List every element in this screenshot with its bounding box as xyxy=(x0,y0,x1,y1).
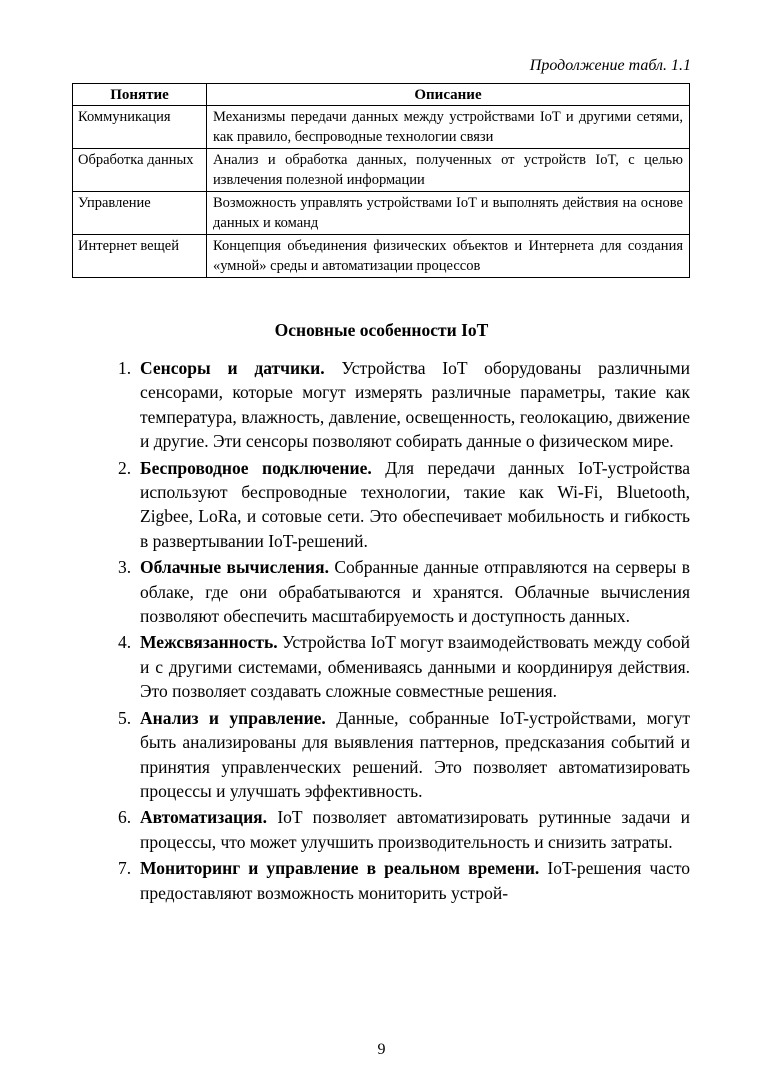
list-item xyxy=(118,356,690,454)
list-item xyxy=(118,456,690,554)
term-cell: Управление xyxy=(73,192,207,235)
table-row xyxy=(73,106,690,149)
column-header-term: Понятие xyxy=(73,84,207,106)
column-header-description: Описание xyxy=(207,84,690,106)
item-text: Устройства IoT оборудованы различными сенсорами, которые могут измерять различные параметры, такие как температура, влажность, давление, освещенность, геолокацию, движение и другие. Эти сенсоры позволяют собирать данные о физическом мире. xyxy=(140,358,690,452)
item-number: 5. xyxy=(118,707,132,728)
table-continuation-label: Продолжение табл. 1.1 xyxy=(529,57,691,74)
list-item xyxy=(118,805,690,854)
item-title: Мониторинг и управление в реальном времени. xyxy=(140,858,540,879)
item-title: Облачные вычисления. xyxy=(140,557,329,578)
item-text: Для передачи данных IoT-устройства используют беспроводные технологии, такие как Wi-Fi, Bluetooth, Zigbee, LoRa, и сотовые сети. Это обеспечивает мобильность и гибкость в развертывании IoT-решений. xyxy=(140,457,690,551)
description-cell: Возможность управлять устройствами IoT и выполнять действия на основе данных и команд xyxy=(207,192,690,235)
item-number: 2. xyxy=(118,457,132,478)
table-row xyxy=(73,192,690,235)
page-number: 9 xyxy=(377,1041,386,1058)
item-number: 4. xyxy=(118,632,132,653)
definitions-table xyxy=(72,83,690,278)
description-cell: Концепция объединения физических объектов и Интернета для создания «умной» среды и автоматизации процессов xyxy=(207,235,690,278)
table-header-row xyxy=(73,84,690,106)
item-text: IoT позволяет автоматизировать рутинные задачи и процессы, что может улучшить производительность и снизить затраты. xyxy=(140,807,690,852)
section-title: Основные особенности IoT xyxy=(274,320,489,340)
list-item xyxy=(118,706,690,804)
description-cell: Механизмы передачи данных между устройствами IoT и другими сетями, как правило, беспроводные технологии связи xyxy=(207,106,690,149)
list-item xyxy=(118,555,691,628)
item-text: Собранные данные отправляются на серверы в облаке, где они обрабатываются и хранятся. Облачные вычисления позволяют обеспечить масштабируемость и доступность данных. xyxy=(140,557,691,627)
item-number: 6. xyxy=(118,807,132,828)
features-list xyxy=(118,356,691,907)
term-cell: Интернет вещей xyxy=(73,235,207,278)
item-title: Автоматизация. xyxy=(140,807,268,828)
term-cell: Обработка данных xyxy=(73,149,207,192)
item-text: Данные, собранные IoT-устройствами, могут быть анализированы для выявления паттернов, предсказания событий и принятия управленческих решений. Это позволяет автоматизировать процессы и улучшать эффективность. xyxy=(140,707,690,801)
list-item xyxy=(118,856,691,905)
item-number: 7. xyxy=(118,858,132,879)
item-title: Беспроводное подключение. xyxy=(140,457,372,478)
item-number: 3. xyxy=(118,557,132,578)
table-row xyxy=(73,149,690,192)
list-item xyxy=(118,630,690,703)
item-title: Межсвязанность. xyxy=(140,632,278,653)
term-cell: Коммуникация xyxy=(73,106,207,149)
table-row xyxy=(73,235,690,278)
description-cell: Анализ и обработка данных, полученных от устройств IoT, с целью извлечения полезной информации xyxy=(207,149,690,192)
item-title: Анализ и управление. xyxy=(140,707,326,728)
item-text: Устройства IoT могут взаимодействовать между собой и с другими системами, обмениваясь данными и координируя действия. Это позволяет создавать сложные совместные решения. xyxy=(140,632,690,702)
item-title: Сенсоры и датчики. xyxy=(140,358,325,378)
item-number: 1. xyxy=(118,358,132,378)
item-text: IoT-решения часто предоставляют возможность мониторить устрой- xyxy=(140,858,691,903)
